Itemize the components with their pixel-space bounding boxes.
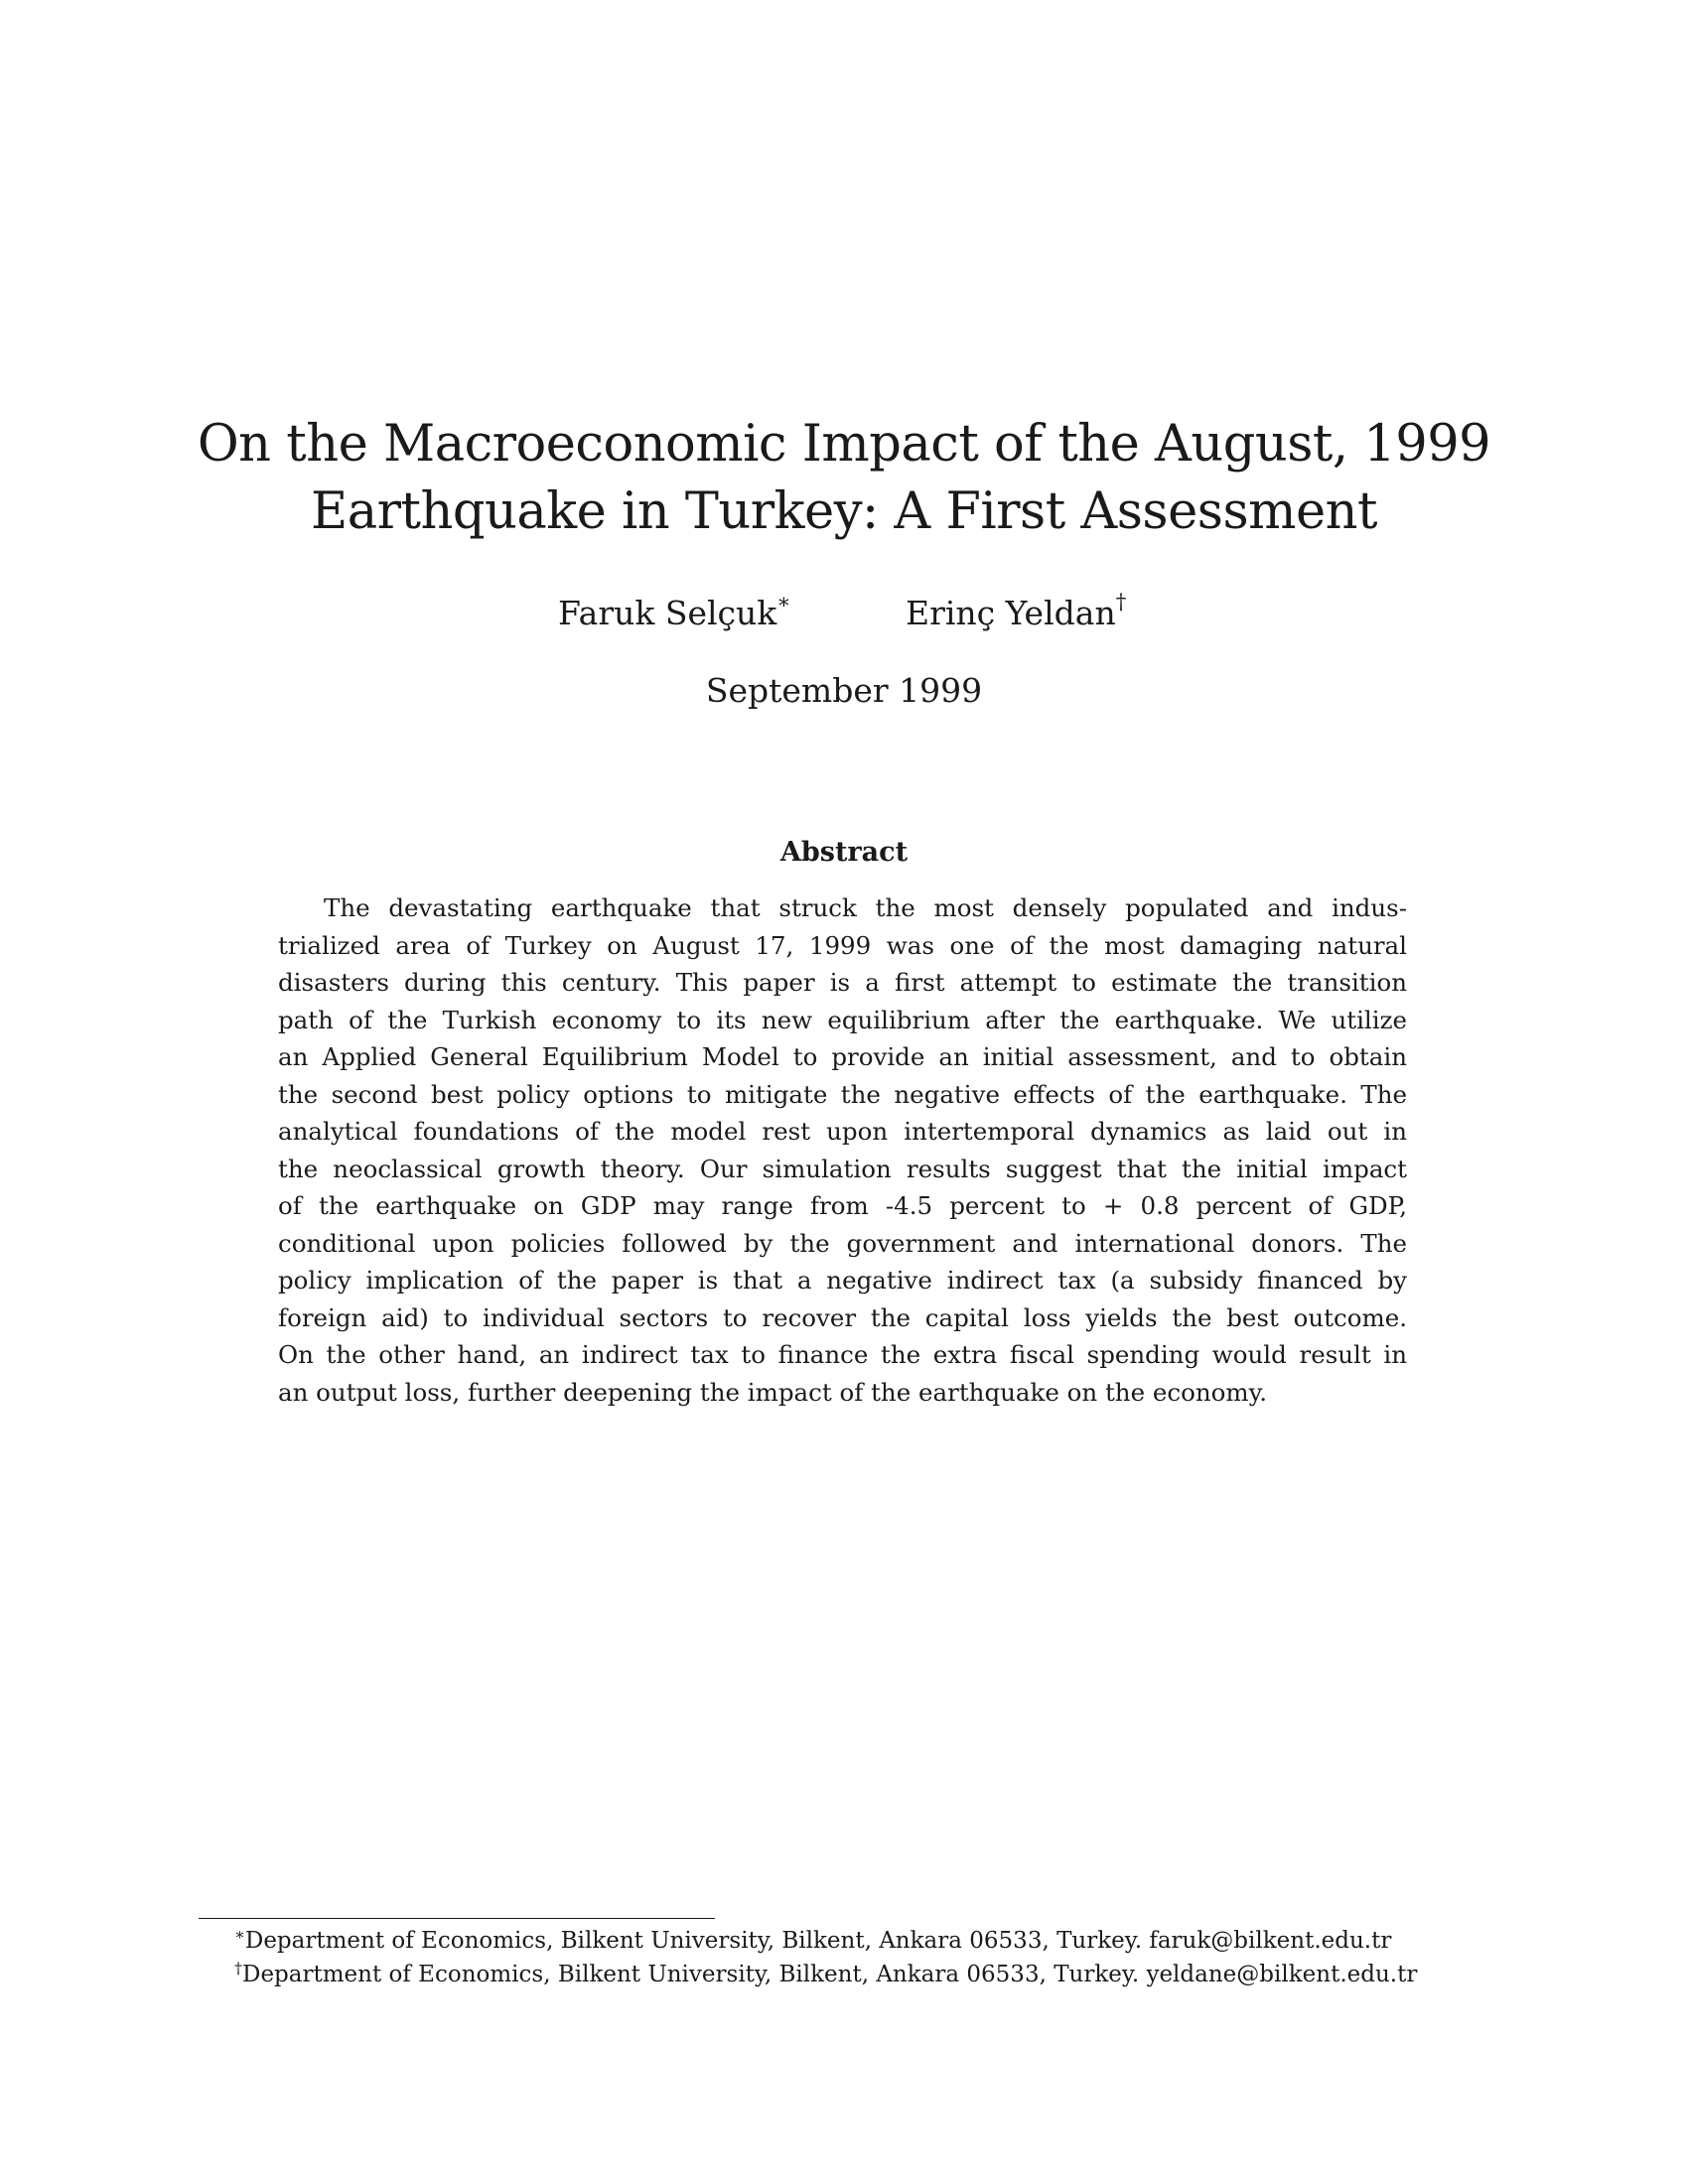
paper-title-line-1: On the Macroeconomic Impact of the August, 1999	[197, 415, 1491, 474]
abstract-line: an output loss, further deepening the impact of the earthquake on the economy.	[278, 1377, 1267, 1407]
abstract-line: foreign aid) to individual sectors to recover the capital loss yields the best outcome.	[278, 1302, 1407, 1332]
author-2	[906, 590, 1127, 632]
author-1-name: Faruk Selçuk	[558, 594, 777, 632]
abstract-line: an Applied General Equilibrium Model to provide an initial assessment, and to obtain	[278, 1042, 1407, 1071]
author-1	[558, 590, 791, 632]
footnote-1	[234, 1925, 1392, 1954]
publication-date: September 1999	[705, 671, 983, 710]
abstract-line: On the other hand, an indirect tax to finance the extra fiscal spending would result in	[278, 1340, 1407, 1369]
abstract-heading: Abstract	[779, 837, 909, 868]
footnote-2-text: Department of Economics, Bilkent University, Bilkent, Ankara 06533, Turkey. yeldane@bilkent.edu.tr	[242, 1962, 1418, 1987]
abstract-line: path of the Turkish economy to its new equilibrium after the earthquake. We utilize	[278, 1005, 1407, 1034]
author-2-footnote-mark: †	[1115, 590, 1127, 614]
author-2-name: Erinç Yeldan	[906, 594, 1116, 632]
abstract-line: of the earthquake on GDP may range from -4.5 percent to + 0.8 percent of GDP,	[278, 1191, 1407, 1220]
abstract-line: The devastating earthquake that struck the most densely populated and indus-	[324, 893, 1407, 922]
abstract-line: trialized area of Turkey on August 17, 1999 was one of the most damaging natural	[278, 930, 1407, 960]
abstract-line: analytical foundations of the model rest upon intertemporal dynamics as laid out in	[278, 1117, 1407, 1146]
abstract-line: conditional upon policies followed by the government and international donors. The	[278, 1228, 1407, 1258]
abstract-line: the neoclassical growth theory. Our simulation results suggest that the initial impact	[278, 1154, 1407, 1183]
paper-title-line-2: Earthquake in Turkey: A First Assessment	[310, 482, 1378, 541]
author-1-footnote-mark: ∗	[776, 590, 791, 614]
footnote-1-mark: ∗	[234, 1925, 245, 1944]
abstract-line: policy implication of the paper is that a negative indirect tax (a subsidy financed by	[278, 1266, 1407, 1295]
footnote-divider	[199, 1918, 715, 1919]
footnote-2-mark: †	[234, 1959, 242, 1978]
author-list	[0, 590, 1688, 637]
footnote-1-text: Department of Economics, Bilkent University, Bilkent, Ankara 06533, Turkey. faruk@bilkent.edu.tr	[244, 1928, 1392, 1954]
abstract-line: the second best policy options to mitigate the negative effects of the earthquake. The	[278, 1079, 1407, 1109]
footnote-2	[234, 1959, 1418, 1987]
abstract-line: disasters during this century. This paper is a first attempt to estimate the transition	[278, 968, 1407, 997]
abstract-body	[278, 889, 1407, 1411]
